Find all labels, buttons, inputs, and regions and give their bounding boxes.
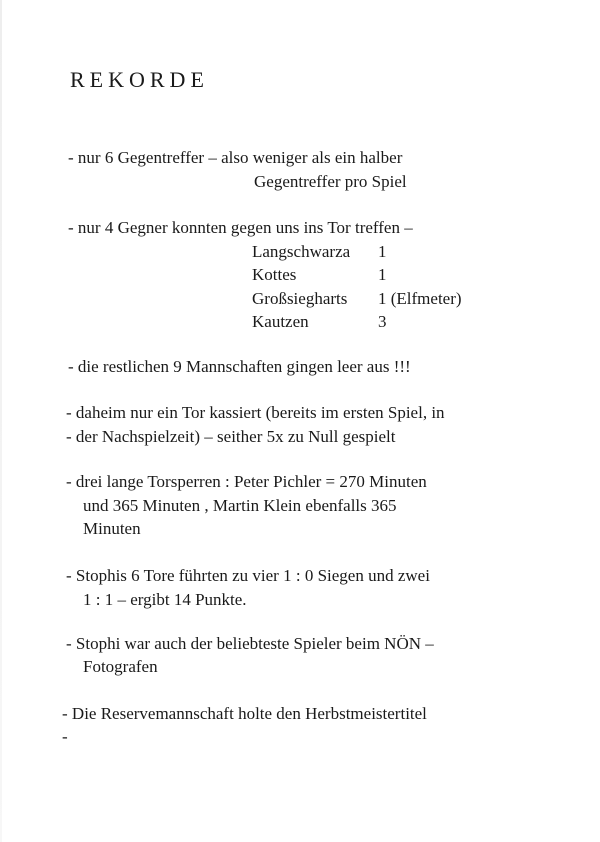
record-line: - Die Reservemannschaft holte den Herbstmeistertitel <box>62 704 427 723</box>
record-line: 1 : 1 – ergibt 14 Punkte. <box>83 590 247 609</box>
opponent-name: Kottes <box>252 265 297 284</box>
record-line: Gegentreffer pro Spiel <box>254 172 407 191</box>
opponent-goals: 1 <box>378 242 387 261</box>
scan-edge <box>0 0 2 842</box>
record-line: - die restlichen 9 Mannschaften gingen leer aus !!! <box>68 357 411 376</box>
record-line: - <box>62 727 68 746</box>
opponent-goals: 3 <box>378 312 387 331</box>
record-line: - Stophis 6 Tore führten zu vier 1 : 0 Siegen und zwei <box>66 566 430 585</box>
record-line: - der Nachspielzeit) – seither 5x zu Null gespielt <box>66 427 396 446</box>
opponent-name: Kautzen <box>252 312 309 331</box>
record-line: - nur 4 Gegner konnten gegen uns ins Tor treffen – <box>68 218 413 237</box>
opponent-goals: 1 <box>378 265 387 284</box>
opponent-name: Langschwarza <box>252 242 351 261</box>
opponent-name: Großsiegharts <box>252 289 348 308</box>
record-line: - daheim nur ein Tor kassiert (bereits im ersten Spiel, in <box>66 403 445 422</box>
record-line: Minuten <box>83 519 141 538</box>
opponent-goals: 1 (Elfmeter) <box>378 289 462 308</box>
record-line: Fotografen <box>83 657 158 676</box>
record-line: und 365 Minuten , Martin Klein ebenfalls 365 <box>83 496 397 515</box>
record-line: - drei lange Torsperren : Peter Pichler = 270 Minuten <box>66 472 427 491</box>
record-line: - nur 6 Gegentreffer – also weniger als ein halber <box>68 148 403 167</box>
page-title: REKORDE <box>70 67 209 92</box>
record-line: - Stophi war auch der beliebteste Spieler beim NÖN – <box>66 634 434 653</box>
